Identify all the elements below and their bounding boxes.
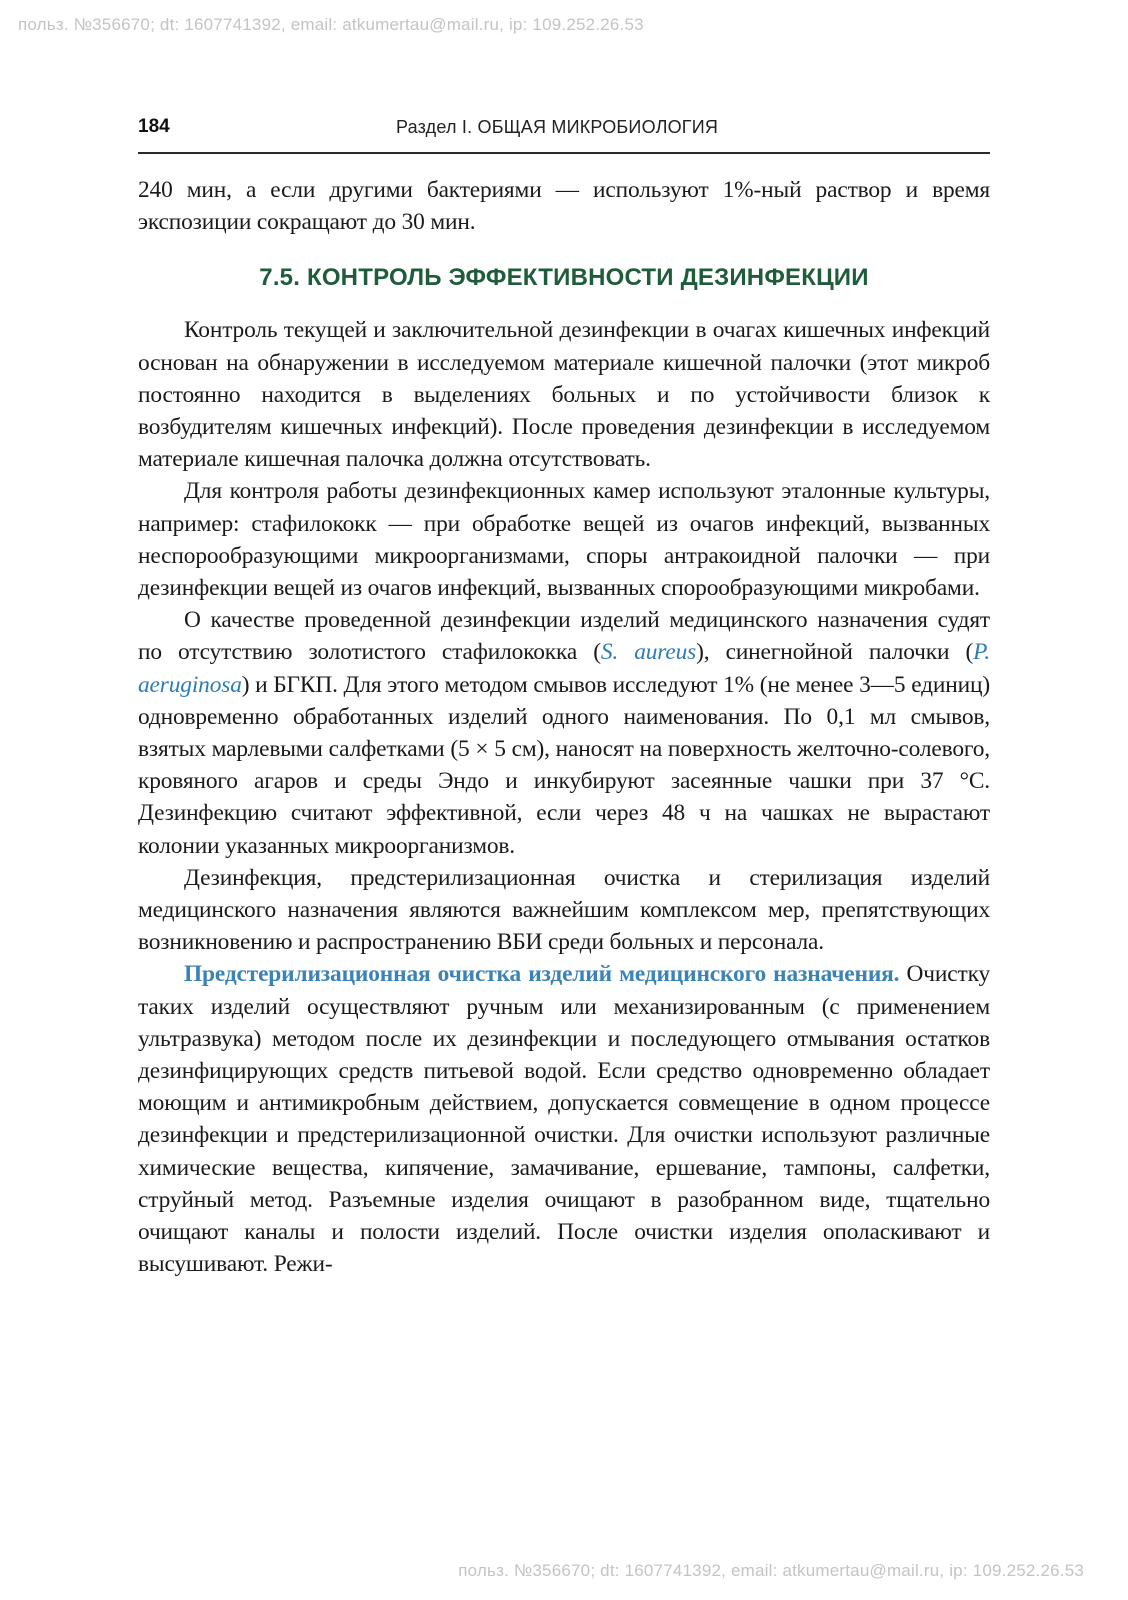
section-title: Раздел I. ОБЩАЯ МИКРОБИОЛОГИЯ: [396, 117, 719, 137]
paragraph-complex-measures: Дезинфекция, предстерилизационная очистка и стерилизация изделий медицинского назначения являются важнейшим комплексом мер, препятствующих возникновению и распространению ВБИ среди больных и персонала.: [138, 864, 990, 956]
paragraph-text: О качестве проведенной дезинфекции изделий медицинского назначения судят по отсутствию золотистого стафилококка (: [138, 607, 990, 666]
paragraph-disinfection-control: Контроль текущей и заключительной дезинфекции в очагах кишечных инфекций основан на обнаружении в исследуемом материале кишечной палочки (этот микроб постоянно находится в выделениях больных и по устойчивости близок к возбудителям кишечных инфекций). После проведения дезинфекции в исследуемом материале кишечная палочка должна отсутствовать.: [138, 317, 990, 473]
paragraph-text: ), синегнойной палочки (: [696, 639, 974, 666]
paragraph-text: ) и БГКП. Для этого методом смывов исследуют 1% (не менее 3—5 единиц) одновременно обработанных изделий одного наименования. По 0,1 мл смывов, взятых марлевыми салфетками (5 × 5 см), наносят на поверхность желточно-солевого, кровяного агаров и среды Эндо и инкубируют засеянные чашки при 37 °С. Дезинфекцию считают эффективной, если через 48 ч на чашках не вырастают колонии указанных микроорганизмов.: [138, 671, 990, 859]
paragraph-text: Очистку таких изделий осуществляют ручным или механизированным (с применением ультразвука) методом после их дезинфекции и последующего отмывания остатков дезинфицирующих средств питьевой водой. Если средство одновременно обладает моющим и антимикробным действием, допускается совмещение в одном процессе дезинфекции и предстерилизационной очистки. Для очистки используют различные химические вещества, кипячение, замачивание, ершевание, тампоны, салфетки, струйный метод. Разъемные изделия очищают в разобранном виде, тщательно очищают каналы и полости изделий. После очистки изделия ополаскивают и высушивают. Режи-: [138, 961, 990, 1278]
watermark-bottom: польз. №356670; dt: 1607741392, email: atkumertau@mail.ru, ip: 109.252.26.53: [458, 1561, 1084, 1580]
intro-paragraph: 240 мин, а если другими бактериями — используют 1%-ный раствор и время экспозиции сокращают до 30 мин.: [138, 177, 990, 236]
paragraph-presterilization-cleaning: [138, 958, 990, 1280]
species-name-p-aeruginosa: P. aeruginosa: [138, 639, 990, 698]
page-content: [138, 174, 990, 1281]
paragraph-medical-devices: [138, 604, 990, 862]
species-name-s-aureus: S. aureus: [600, 639, 697, 666]
section-heading: 7.5. КОНТРОЛЬ ЭФФЕКТИВНОСТИ ДЕЗИНФЕКЦИИ: [259, 264, 869, 292]
watermark-top: польз. №356670; dt: 1607741392, email: atkumertau@mail.ru, ip: 109.252.26.53: [18, 15, 644, 34]
run-in-heading: Предстерилизационная очистка изделий медицинского назначения.: [184, 961, 900, 988]
paragraph-chamber-control: Для контроля работы дезинфекционных камер используют эталонные культуры, например: стафилококк — при обработке вещей из очагов инфекций, вызванных неспорообразующими микроорганизмами, споры антракоидной палочки — при дезинфекции вещей из очагов инфекций, вызванных спорообразующими микробами.: [138, 478, 990, 602]
page-number: 184: [138, 116, 170, 137]
running-head: [138, 112, 990, 154]
